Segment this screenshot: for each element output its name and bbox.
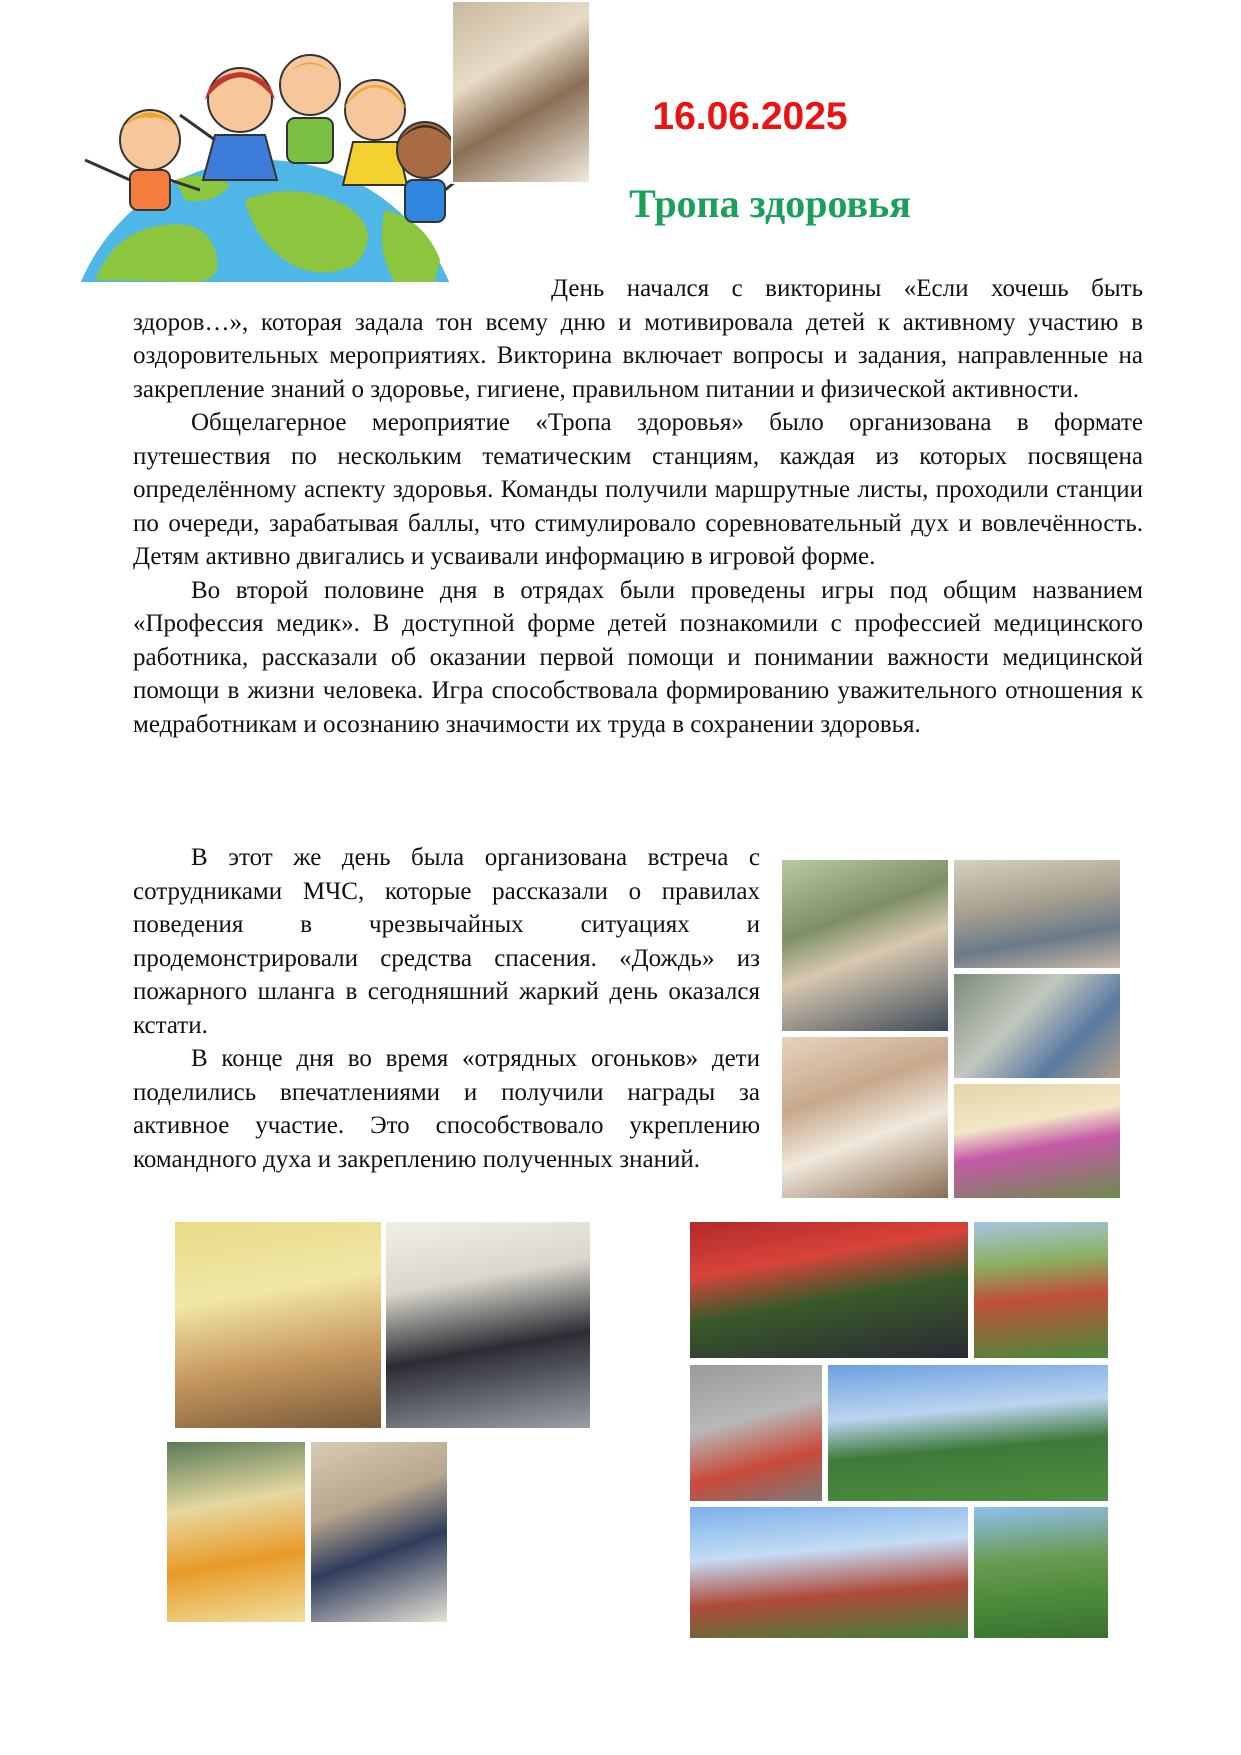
photo-kids-on-field: [972, 1505, 1110, 1640]
photo-classroom-teacher: [780, 858, 950, 1033]
photo-boy-with-certificate: [165, 1440, 307, 1624]
paragraph-quiz: День начался с викторины «Если хочешь быть здоров…», которая задала тон всему дню и мотивировала детей к активному участию в оздоровительных мероприятиях. Викторина включает вопросы и задания, направленные на закрепление знаний о здоровье, гигиене, правильном питании и физической активности.: [133, 275, 1143, 403]
article-body: [133, 272, 1143, 741]
paragraph-health-trail: Общелагерное мероприятие «Тропа здоровья» было организована в формате путешествия по нескольким тематическим станциям, каждая из которых посвящена определённому аспекту здоровья. Команды получили маршрутные листы, проходили станции по очереди, зарабатывая баллы, что стимулировало соревновательный дух и вовлечённость. Детям активно двигались и усваивали информацию в игровой форме.: [133, 409, 1143, 570]
photo-worksheet: [952, 972, 1122, 1080]
photo-boy-coloring: [451, 0, 591, 184]
article-side-text: [133, 841, 760, 1176]
photo-water-spray-field: [826, 1363, 1110, 1503]
photo-children-reading: [952, 858, 1122, 970]
photo-girl-dancing: [952, 1082, 1122, 1200]
paragraph-emergency-meeting: В этот же день была организована встреча с сотрудниками МЧС, которые рассказали о правилах поведения в чрезвычайных ситуациях и продемонстрировали средства спасения. «Дождь» из пожарного шланга в сегодняшний жаркий день оказался кстати.: [133, 844, 760, 1039]
paragraph-evening-gathering: В конце дня во время «отрядных огоньков» дети поделились впечатлениями и получили награды за активное участие. Это способствовало укреплению командного духа и закреплению полученных знаний.: [133, 1045, 760, 1173]
photo-classroom-desks: [173, 1220, 383, 1430]
photo-girl-at-table: [780, 1035, 950, 1200]
photo-fire-truck-rescuer: [688, 1220, 970, 1360]
photo-fire-hose-arc: [688, 1505, 970, 1640]
paragraph-medic-games: Во второй половине дня в отрядах были проведены игры под общим названием «Профессия медик». В доступной форме детей познакомили с профессией медицинского работника, рассказали об оказании первой помощи и понимании важности медицинской помощи в жизни человека. Игра способствовала формированию уважительного отношения к медработникам и осознанию значимости их труда в сохранении здоровья.: [133, 576, 1143, 738]
photo-kids-with-drawing: [384, 1220, 592, 1430]
photo-running-track: [972, 1220, 1110, 1360]
photo-boys-drawing: [309, 1440, 449, 1624]
children-globe-illustration: [55, 30, 475, 285]
article-title: Тропа здоровья: [629, 181, 911, 226]
photo-chalk-drawings: [688, 1363, 824, 1503]
event-date: 16.06.2025: [652, 95, 848, 138]
